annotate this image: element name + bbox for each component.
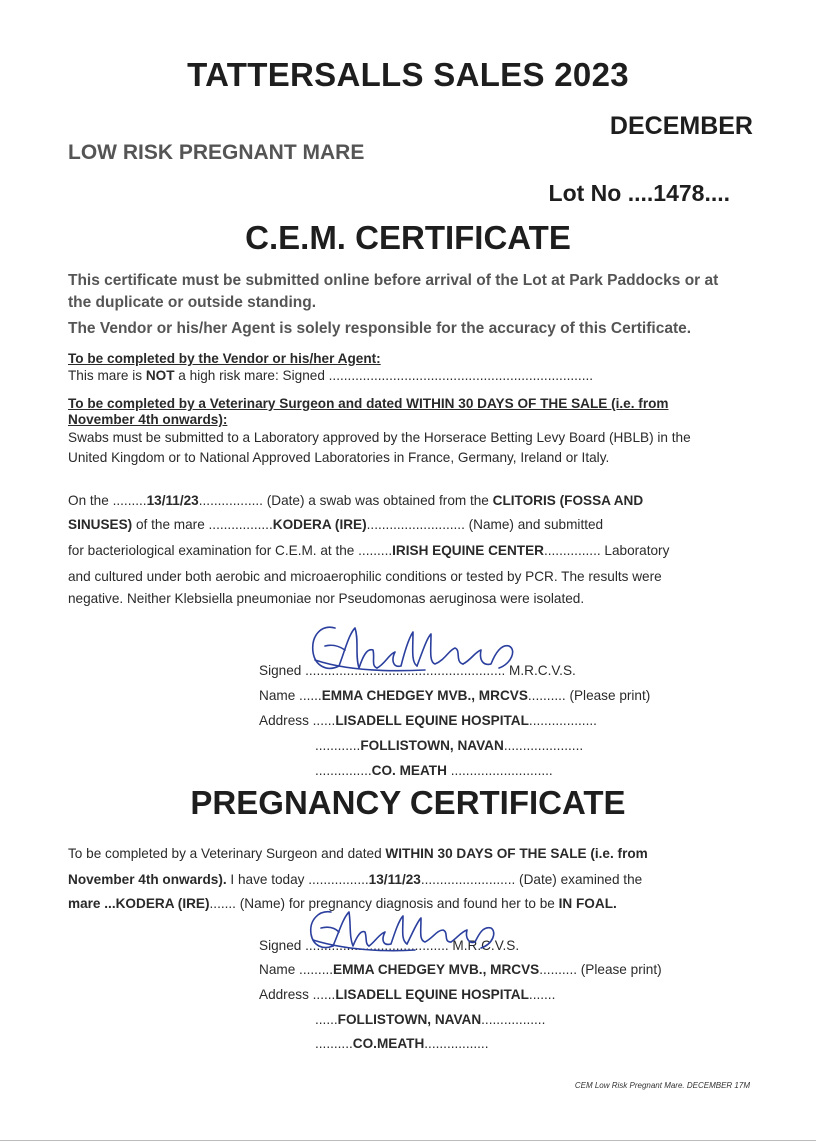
preg-address-dots-2a: ...... (315, 1012, 338, 1027)
signed-label: Signed (259, 663, 302, 678)
address-dots-3b: ........................... (446, 763, 553, 778)
vet-signature-image (305, 620, 535, 682)
p3-text-b: ............... Laboratory (543, 543, 670, 558)
preg-text-3a: mare ... (68, 896, 116, 911)
swab-site-cont: SINUSES) (68, 517, 133, 532)
swab-paragraph-line-4: and cultured under both aerobic and microaerophilic conditions or tested by PCR. The results were (68, 569, 662, 584)
preg-address-3: CO.MEATH (352, 1036, 425, 1051)
address-line-2: FOLLISTOWN, NAVAN (360, 738, 504, 753)
name-text-b: .......... (Please print) (527, 688, 651, 703)
notice-line-2: the duplicate or outside standing. (68, 294, 317, 311)
p3-text-a: for bacteriological examination for C.E.M. at the ......... (68, 543, 393, 558)
swab-paragraph-line-3 (68, 543, 669, 558)
preg-address-1: LISADELL EQUINE HOSPITAL (335, 987, 529, 1002)
p2-text-b: .......................... (Name) and submitted (366, 517, 604, 532)
vendor-text-a: This mare is (68, 368, 146, 383)
p2-text-a: of the mare ................. (132, 517, 273, 532)
address-label: Address ...... (259, 713, 336, 728)
preg-text-2a: November 4th onwards). (68, 872, 227, 887)
preg-text-3b: ....... (Name) for pregnancy diagnosis and found her to be (209, 896, 559, 911)
swab-date: 13/11/23 (146, 493, 199, 508)
address-line-1: LISADELL EQUINE HOSPITAL (335, 713, 529, 728)
address-dots-2b: ..................... (503, 738, 584, 753)
preg-mare-name: KODERA (IRE) (115, 896, 210, 911)
address-dots-2a: ............ (315, 738, 361, 753)
preg-vet-name: EMMA CHEDGEY MVB., MRCVS (333, 962, 540, 977)
preg-text-2c: ......................... (Date) examined the (420, 872, 643, 887)
vendor-not: NOT (145, 368, 175, 383)
preg-text-2b: I have today ................ (226, 872, 369, 887)
lot-number: Lot No ....1478.... (548, 180, 730, 206)
preg-address-dots-2b: ................. (481, 1012, 546, 1027)
mare-name: KODERA (IRE) (272, 517, 367, 532)
swab-paragraph-line-1 (68, 493, 643, 508)
vendor-heading: To be completed by the Vendor or his/her Agent: (68, 351, 381, 366)
preg-text-1a: To be completed by a Veterinary Surgeon and dated (68, 846, 386, 861)
pregnancy-result: IN FOAL. (558, 896, 617, 911)
notice-line-3: The Vendor or his/her Agent is solely responsible for the accuracy of this Certificate. (68, 320, 692, 337)
exam-date: 13/11/23 (368, 872, 421, 887)
document-title: TATTERSALLS SALES 2023 (187, 56, 629, 93)
preg-address-dots-3a: .......... (315, 1036, 353, 1051)
signed-dots: ..................................................... M.R.C.V.S. (305, 663, 576, 678)
vet-signature-image-2 (305, 906, 505, 958)
preg-address-dots-3b: ................. (424, 1036, 489, 1051)
p1-text-a: On the ......... (68, 493, 147, 508)
preg-address-line-2 (315, 1012, 545, 1027)
pregnancy-line-2 (68, 872, 642, 887)
pregnancy-certificate-title: PREGNANCY CERTIFICATE (190, 784, 626, 821)
address-dots-1: .................. (528, 713, 597, 728)
preg-name-line (259, 962, 662, 977)
pregnancy-line-1 (68, 846, 648, 861)
vendor-text-b: a high risk mare: Signed ...................................................................... (174, 368, 594, 383)
p1-text-b: ................. (Date) a swab was obtained from the (198, 493, 493, 508)
vendor-declaration (68, 368, 593, 383)
preg-address-2: FOLLISTOWN, NAVAN (337, 1012, 482, 1027)
laboratory-name: IRISH EQUINE CENTER (392, 543, 544, 558)
preg-text-1b: WITHIN 30 DAYS OF THE SALE (i.e. from (385, 846, 648, 861)
cem-certificate-title: C.E.M. CERTIFICATE (245, 219, 571, 256)
preg-name-b: .......... (Please print) (539, 962, 662, 977)
cem-address-line-1 (259, 713, 597, 728)
preg-address-line-3 (315, 1036, 489, 1051)
mare-type: LOW RISK PREGNANT MARE (68, 141, 365, 164)
scan-edge-line (0, 1140, 816, 1141)
cem-name-line (259, 688, 650, 703)
preg-signed-dots: ...................................... M.R.C.V.S. (305, 938, 520, 953)
cem-address-line-3 (315, 763, 553, 778)
swab-line-2: United Kingdom or to National Approved Laboratories in France, Germany, Ireland or Italy. (68, 450, 610, 465)
address-dots-3a: ............... (315, 763, 372, 778)
sale-month: DECEMBER (609, 112, 753, 140)
swab-line-1: Swabs must be submitted to a Laboratory approved by the Horserace Betting Levy Board (HBLB) in the (68, 430, 691, 445)
preg-address-label: Address ...... (259, 987, 336, 1002)
swab-paragraph-line-2 (68, 517, 603, 532)
vet-heading-line-2: November 4th onwards): (68, 412, 228, 427)
preg-signed-label: Signed (259, 938, 302, 953)
swab-site: CLITORIS (FOSSA AND (492, 493, 644, 508)
cem-address-line-2 (315, 738, 583, 753)
footer-reference: CEM Low Risk Pregnant Mare. DECEMBER 17M (574, 1081, 750, 1090)
preg-name-a: Name ......... (259, 962, 334, 977)
swab-paragraph-line-5: negative. Neither Klebsiella pneumoniae nor Pseudomonas aeruginosa were isolated. (68, 591, 585, 606)
preg-address-line-1 (259, 987, 555, 1002)
preg-address-dots-1: ....... (528, 987, 556, 1002)
notice-line-1: This certificate must be submitted online before arrival of the Lot at Park Paddocks or at (68, 272, 719, 289)
vet-name: EMMA CHEDGEY MVB., MRCVS (321, 688, 528, 703)
address-line-3: CO. MEATH (371, 763, 447, 778)
name-text-a: Name ...... (259, 688, 322, 703)
vet-heading-line-1: To be completed by a Veterinary Surgeon and dated WITHIN 30 DAYS OF THE SALE (i.e. from (68, 396, 669, 411)
